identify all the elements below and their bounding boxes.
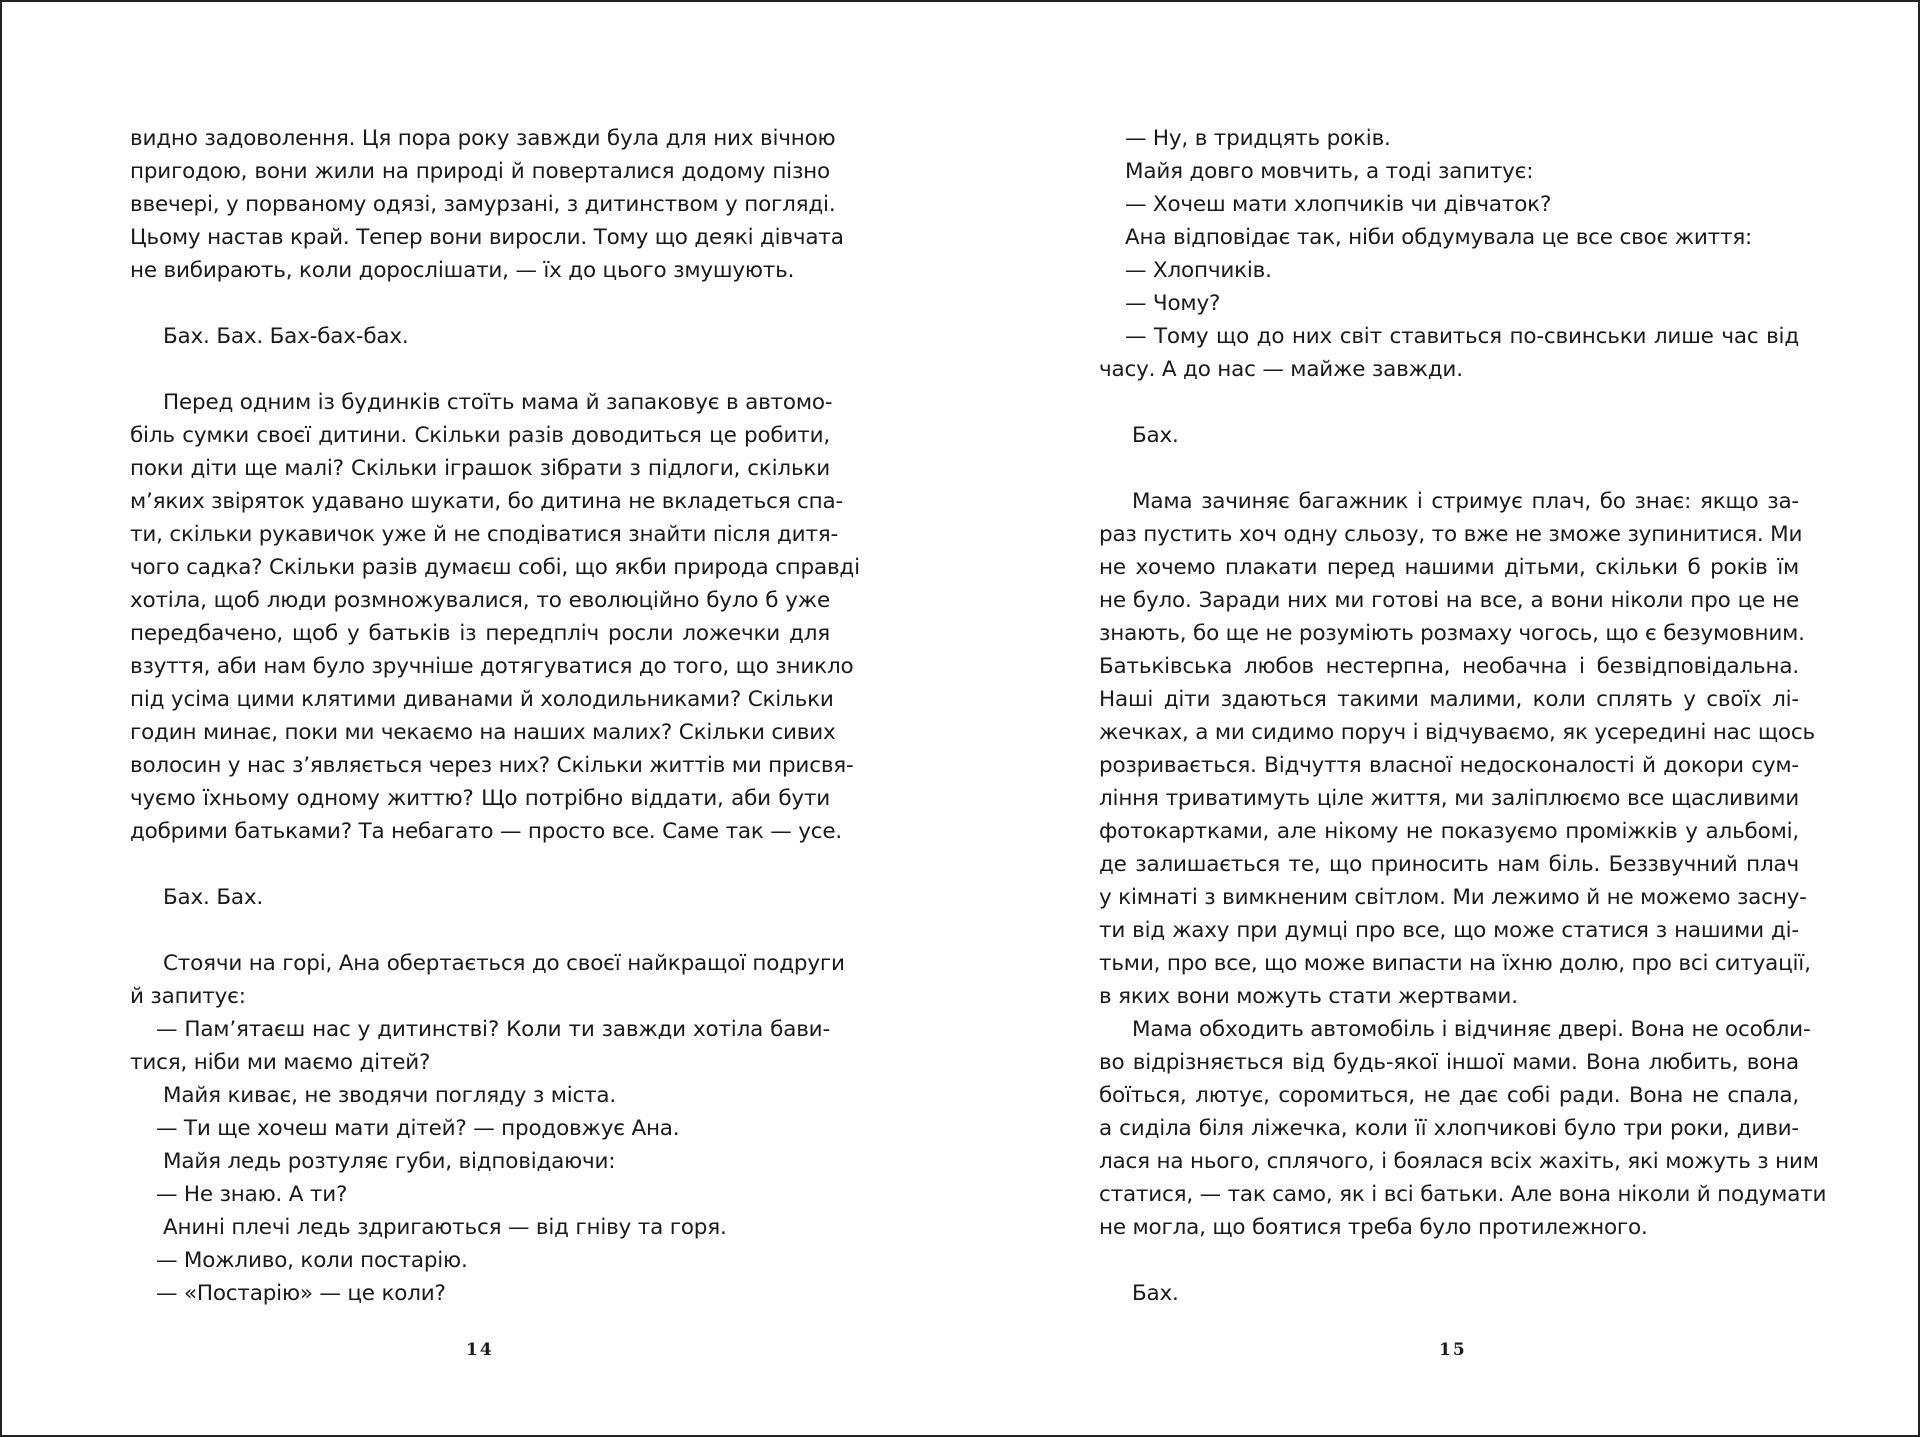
left-page-number: 14 <box>466 1340 494 1360</box>
paragraph-gap <box>1099 386 1799 419</box>
text-line: боїться, лютує, соромиться, не дає собі ради. Вона не спала, <box>1099 1083 1799 1108</box>
text-line: поки діти ще малі? Скільки іграшок зібрати з підлоги, скільки <box>130 456 830 481</box>
text-line: — Можливо, коли постарію. <box>156 1248 468 1273</box>
text-line: Перед одним із будинків стоїть мама й запаковує в автомо- <box>163 390 833 415</box>
text-line: фотокартками, але нікому не показуємо проміжків у альбомі, <box>1099 819 1799 844</box>
right-page-number: 15 <box>1439 1340 1467 1360</box>
text-line: Мама зачиняє багажник і стримує плач, бо знає: якщо за- <box>1132 489 1799 514</box>
text-line: пригодою, вони жили на природі й поверталися додому пізно <box>130 159 830 184</box>
text-line: — Не знаю. А ти? <box>156 1182 348 1207</box>
text-line: Ана відповідає так, ніби обдумувала це все своє життя: <box>1125 225 1753 250</box>
text-line: Бах. <box>1132 1281 1179 1306</box>
text-line: Бах. Бах. <box>163 885 263 910</box>
text-line: — «Постарію» — це коли? <box>156 1281 446 1306</box>
text-line: не було. Заради них ми готові на все, а вони ніколи про це не <box>1099 588 1799 613</box>
paragraph-gap <box>1099 1244 1799 1277</box>
text-line: знають, бо ще не розуміють розмаху чогось, що є безумовним. <box>1099 621 1805 646</box>
paragraph-gap <box>130 848 830 881</box>
left-page <box>2 2 960 1435</box>
text-line: ти від жаху при думці про все, що може статися з нашими ді- <box>1099 918 1799 943</box>
text-line: взуття, аби нам було зручніше дотягуватися до того, що зникло <box>130 654 854 679</box>
text-line: лася на нього, сплячого, і боялася всіх жахіть, які можуть з ним <box>1099 1149 1819 1174</box>
text-line: м’яких звіряток удавано шукати, бо дитина не вкладеться спа- <box>130 489 844 514</box>
text-line: — Ну, в тридцять років. <box>1125 126 1391 151</box>
text-line: тися, ніби ми маємо дітей? <box>130 1050 431 1075</box>
text-line: раз пустить хоч одну сльозу, то вже не зможе зупинитися. Ми <box>1099 522 1803 547</box>
text-line: ти, скільки рукавичок уже й не сподіватися знайти після дитя- <box>130 522 839 547</box>
text-line: й запитує: <box>130 984 246 1009</box>
text-line: хотіла, щоб люди розмножувалися, то еволюційно було б уже <box>130 588 830 613</box>
text-line: чуємо їхньому одному життю? Що потрібно віддати, аби бути <box>130 786 830 811</box>
text-line: — Хочеш мати хлопчиків чи дівчаток? <box>1125 192 1552 217</box>
text-line: Батьківська любов нестерпна, необачна і безвідповідальна. <box>1099 654 1799 679</box>
text-line: — Пам’ятаєш нас у дитинстві? Коли ти завжди хотіла бави- <box>156 1017 830 1042</box>
text-line: во відрізняється від будь-якої іншої мами. Вона любить, вона <box>1099 1050 1799 1075</box>
text-line: в яких вони можуть стати жертвами. <box>1099 984 1518 1009</box>
text-line: у кімнаті з вимкненим світлом. Ми лежимо й не можемо засну- <box>1099 885 1807 910</box>
text-line: годин минає, поки ми чекаємо на наших малих? Скільки сивих <box>130 720 836 745</box>
text-line: видно задоволення. Ця пора року завжди була для них вічною <box>130 126 836 151</box>
text-line: — Тому що до них світ ставиться по-свинськи лише час від <box>1125 324 1799 349</box>
text-line: жечках, а ми сидимо поруч і відчуваємо, як усередині нас щось <box>1099 720 1815 745</box>
paragraph-gap <box>130 287 830 320</box>
paragraph-gap <box>130 353 830 386</box>
text-line: часу. А до нас — майже завжди. <box>1099 357 1463 382</box>
text-line: Майя ледь розтуляє губи, відповідаючи: <box>163 1149 616 1174</box>
text-line: Бах. <box>1132 423 1179 448</box>
text-line: не хочемо плакати перед нашими дітьми, скільки б років їм <box>1099 555 1799 580</box>
text-line: — Хлопчиків. <box>1125 258 1272 283</box>
text-line: а сиділа біля ліжечка, коли її хлопчикові було три роки, диви- <box>1099 1116 1799 1141</box>
left-page-text <box>130 122 860 1310</box>
text-line: чого садка? Скільки разів думаєш собі, що якби природа справді <box>130 555 860 580</box>
text-line: Бах. Бах. Бах-бах-бах. <box>163 324 409 349</box>
text-line: не могла, що боятися треба було протилежного. <box>1099 1215 1648 1240</box>
text-line: статися, — так само, як і всі батьки. Але вона ніколи й подумати <box>1099 1182 1827 1207</box>
text-line: ління триватимуть ціле життя, ми заліплюємо все щасливими <box>1099 786 1799 811</box>
text-line: Наші діти здаються такими малими, коли сплять у своїх лі- <box>1099 687 1799 712</box>
text-line: де залишається те, що приносить нам біль. Беззвучний плач <box>1099 852 1799 877</box>
text-line: не вибирають, коли дорослішати, — їх до цього змушують. <box>130 258 795 283</box>
text-line: Анині плечі ледь здригаються — від гніву та горя. <box>163 1215 727 1240</box>
text-line: тьми, про все, що може випасти на їхню долю, про всі ситуації, <box>1099 951 1811 976</box>
text-line: Стоячи на горі, Ана обертається до своєї найкращої подруги <box>163 951 845 976</box>
paragraph-gap <box>1099 452 1799 485</box>
text-line: під усіма цими клятими диванами й холодильниками? Скільки <box>130 687 834 712</box>
text-line: ввечері, у порваному одязі, замурзані, з дитинством у погляді. <box>130 192 836 217</box>
text-line: — Чому? <box>1125 291 1221 316</box>
text-line: передбачено, щоб у батьків із передпліч росли ложечки для <box>130 621 830 646</box>
text-line: Майя довго мовчить, а тоді запитує: <box>1125 159 1534 184</box>
text-line: Цьому настав край. Тепер вони виросли. Тому що деякі дівчата <box>130 225 844 250</box>
paragraph-gap <box>130 914 830 947</box>
right-page-text <box>1099 122 1827 1310</box>
text-line: Майя киває, не зводячи погляду з міста. <box>163 1083 617 1108</box>
text-line: добрими батьками? Та небагато — просто все. Саме так — усе. <box>130 819 843 844</box>
text-line: — Ти ще хочеш мати дітей? — продовжує Ана. <box>156 1116 680 1141</box>
text-line: біль сумки своєї дитини. Скільки разів доводиться це робити, <box>130 423 830 448</box>
text-line: Мама обходить автомобіль і відчиняє двері. Вона не особли- <box>1132 1017 1811 1042</box>
text-line: розривається. Відчуття власної недосконалості й докори сум- <box>1099 753 1799 778</box>
right-page <box>960 2 1918 1435</box>
text-line: волосин у нас з’являється через них? Скільки життів ми присвя- <box>130 753 854 778</box>
